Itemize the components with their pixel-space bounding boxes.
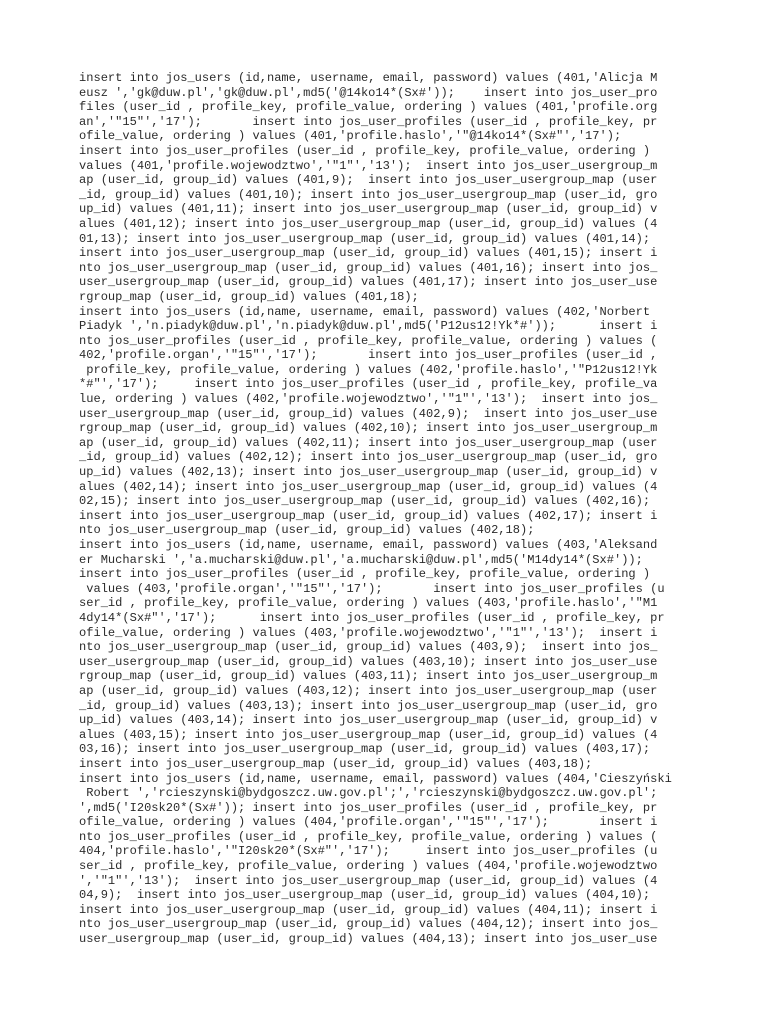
text-line: rgroup_map (user_id, group_id) values (403,11); insert into jos_user_usergroup_m — [79, 669, 658, 684]
text-line: insert into jos_user_profiles (user_id , profile_key, profile_value, ordering ) — [79, 143, 651, 158]
text-line: values (403,'profile.organ','"15"','17'); insert into jos_user_profiles (u — [79, 581, 665, 596]
text-line: nto jos_user_usergroup_map (user_id, group_id) values (403,9); insert into jos_ — [79, 640, 658, 655]
text-line: alues (401,12); insert into jos_user_usergroup_map (user_id, group_id) values (4 — [79, 216, 658, 231]
text-line: Robert ','rcieszynski@bydgoszcz.uw.gov.pl';','rcieszynski@bydgoszcz.uw.gov.pl'; — [79, 786, 658, 801]
text-line: ap (user_id, group_id) values (402,11); insert into jos_user_usergroup_map (user — [79, 435, 658, 450]
text-line: ofile_value, ordering ) values (404,'profile.organ','"15"','17'); insert i — [79, 815, 658, 830]
text-line: ap (user_id, group_id) values (403,12); insert into jos_user_usergroup_map (user — [79, 683, 658, 698]
text-line: ser_id , profile_key, profile_value, ordering ) values (404,'profile.wojewodztwo — [79, 859, 658, 874]
text-line: insert into jos_user_usergroup_map (user_id, group_id) values (404,11); insert i — [79, 902, 658, 917]
text-line: 03,16); insert into jos_user_usergroup_map (user_id, group_id) values (403,17); — [79, 742, 651, 757]
sql-text-block — [79, 71, 699, 947]
text-line: ',md5('I20sk20*(Sx#')); insert into jos_user_profiles (user_id , profile_key, pr — [79, 800, 658, 815]
text-line: 02,15); insert into jos_user_usergroup_map (user_id, group_id) values (402,16); — [79, 494, 651, 509]
text-line: rgroup_map (user_id, group_id) values (402,10); insert into jos_user_usergroup_m — [79, 421, 658, 436]
text-line: _id, group_id) values (402,12); insert into jos_user_usergroup_map (user_id, gro — [79, 450, 658, 465]
text-line: Piadyk ','n.piadyk@duw.pl','n.piadyk@duw.pl',md5('P12us12!Yk*#')); insert i — [79, 319, 658, 334]
text-line: _id, group_id) values (403,13); insert into jos_user_usergroup_map (user_id, gro — [79, 698, 658, 713]
text-line: user_usergroup_map (user_id, group_id) values (402,9); insert into jos_user_use — [79, 406, 658, 421]
text-line: *#"','17'); insert into jos_user_profiles (user_id , profile_key, profile_va — [79, 377, 658, 392]
text-line: up_id) values (401,11); insert into jos_user_usergroup_map (user_id, group_id) v — [79, 202, 658, 217]
text-line: user_usergroup_map (user_id, group_id) values (404,13); insert into jos_user_use — [79, 932, 658, 947]
text-line: insert into jos_user_usergroup_map (user_id, group_id) values (403,18); — [79, 756, 593, 771]
text-line: nto jos_user_profiles (user_id , profile_key, profile_value, ordering ) values ( — [79, 333, 658, 348]
text-line: _id, group_id) values (401,10); insert into jos_user_usergroup_map (user_id, gro — [79, 187, 658, 202]
text-line: alues (403,15); insert into jos_user_usergroup_map (user_id, group_id) values (4 — [79, 727, 658, 742]
text-line: up_id) values (403,14); insert into jos_user_usergroup_map (user_id, group_id) v — [79, 713, 658, 728]
text-line: values (401,'profile.wojewodztwo','"1"','13'); insert into jos_user_usergroup_m — [79, 158, 658, 173]
text-line: ser_id , profile_key, profile_value, ordering ) values (403,'profile.haslo','"M1 — [79, 596, 658, 611]
text-line: profile_key, profile_value, ordering ) values (402,'profile.haslo','"P12us12!Yk — [79, 362, 658, 377]
text-line: nto jos_user_usergroup_map (user_id, group_id) values (401,16); insert into jos_ — [79, 260, 658, 275]
text-line: alues (402,14); insert into jos_user_usergroup_map (user_id, group_id) values (4 — [79, 479, 658, 494]
text-line: ofile_value, ordering ) values (403,'profile.wojewodztwo','"1"','13'); insert i — [79, 625, 658, 640]
text-line: user_usergroup_map (user_id, group_id) values (401,17); insert into jos_user_use — [79, 275, 658, 290]
text-line: 402,'profile.organ','"15"','17'); insert into jos_user_profiles (user_id , — [79, 348, 658, 363]
text-line: ','"1"','13'); insert into jos_user_usergroup_map (user_id, group_id) values (4 — [79, 873, 658, 888]
text-line: 04,9); insert into jos_user_usergroup_map (user_id, group_id) values (404,10); — [79, 888, 651, 903]
text-line: er Mucharski ','a.mucharski@duw.pl','a.mucharski@duw.pl',md5('M14dy14*(Sx#')); — [79, 552, 643, 567]
text-line: insert into jos_users (id,name, username, email, password) values (401,'Alicja M — [79, 71, 658, 85]
text-line: insert into jos_users (id,name, username, email, password) values (404,'Cieszyński — [79, 771, 672, 786]
text-line: up_id) values (402,13); insert into jos_user_usergroup_map (user_id, group_id) v — [79, 465, 658, 480]
text-line: nto jos_user_usergroup_map (user_id, group_id) values (402,18); — [79, 523, 535, 538]
text-line: ap (user_id, group_id) values (401,9); insert into jos_user_usergroup_map (user — [79, 173, 658, 188]
text-line: insert into jos_user_profiles (user_id , profile_key, profile_value, ordering ) — [79, 567, 651, 582]
text-line: eusz ','gk@duw.pl','gk@duw.pl',md5('@14ko14*(Sx#')); insert into jos_user_pro — [79, 85, 658, 100]
text-line: insert into jos_users (id,name, username, email, password) values (402,'Norbert — [79, 304, 651, 319]
text-line: ofile_value, ordering ) values (401,'profile.haslo','"@14ko14*(Sx#"','17'); — [79, 129, 622, 144]
text-line: nto jos_user_profiles (user_id , profile_key, profile_value, ordering ) values ( — [79, 829, 658, 844]
text-line: insert into jos_users (id,name, username, email, password) values (403,'Aleksand — [79, 538, 658, 552]
text-line: files (user_id , profile_key, profile_value, ordering ) values (401,'profile.org — [79, 100, 658, 115]
text-line: rgroup_map (user_id, group_id) values (401,18); — [79, 289, 419, 304]
text-line: insert into jos_user_usergroup_map (user_id, group_id) values (401,15); insert i — [79, 246, 658, 261]
text-line: 404,'profile.haslo','"I20sk20*(Sx#"','17'); insert into jos_user_profiles (u — [79, 844, 658, 859]
text-line: user_usergroup_map (user_id, group_id) values (403,10); insert into jos_user_use — [79, 654, 658, 669]
text-line: lue, ordering ) values (402,'profile.wojewodztwo','"1"','13'); insert into jos_ — [79, 392, 658, 407]
text-line: an','"15"','17'); insert into jos_user_profiles (user_id , profile_key, pr — [79, 114, 658, 129]
text-line: nto jos_user_usergroup_map (user_id, group_id) values (404,12); insert into jos_ — [79, 917, 658, 932]
text-line: insert into jos_user_usergroup_map (user_id, group_id) values (402,17); insert i — [79, 508, 658, 523]
text-line: 4dy14*(Sx#"','17'); insert into jos_user_profiles (user_id , profile_key, pr — [79, 610, 665, 625]
text-line: 01,13); insert into jos_user_usergroup_map (user_id, group_id) values (401,14); — [79, 231, 651, 246]
